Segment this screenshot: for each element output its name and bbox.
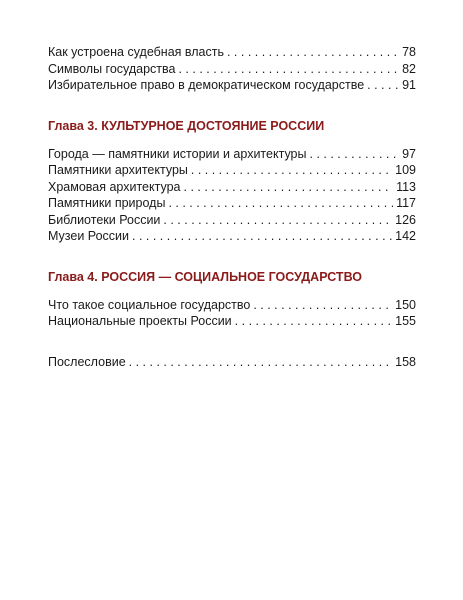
toc-leader-dots (235, 313, 392, 330)
toc-entry-title: Национальные проекты России (48, 314, 232, 328)
toc-entry[interactable] (48, 195, 416, 212)
toc-entry[interactable] (48, 77, 416, 94)
toc-entry[interactable] (48, 297, 416, 314)
toc-entry-title: Храмовая архитектура (48, 179, 181, 194)
toc-leader-dots (168, 195, 393, 212)
toc-entry-page: 126 (395, 212, 416, 227)
toc-entry[interactable] (48, 162, 416, 179)
toc-leader-dots (184, 179, 394, 196)
toc-leader-dots (253, 297, 392, 314)
toc-entry-title: Символы государства (48, 61, 176, 76)
toc-entry[interactable] (48, 44, 416, 61)
chapter-3-heading: Глава 3. КУЛЬТУРНОЕ ДОСТОЯНИЕ РОССИИ (48, 118, 325, 133)
toc-entry-page: 97 (402, 146, 416, 161)
toc-entry[interactable] (48, 228, 416, 245)
toc-leader-dots (178, 61, 399, 78)
toc-entry[interactable] (48, 212, 416, 229)
toc-entry-title: Как устроена судебная власть (48, 45, 224, 59)
toc-entry[interactable] (48, 179, 416, 196)
toc-entry-page: 91 (402, 78, 416, 92)
toc-entry-title: Музеи России (48, 229, 130, 243)
toc-entry-title: Памятники природы (48, 196, 166, 210)
toc-entry-title: Памятники архитектуры (48, 163, 188, 177)
toc-entry-page: 142 (395, 229, 416, 243)
toc-entry-page: 113 (396, 179, 416, 194)
toc-section-chapter-4 (48, 297, 416, 330)
toc-section-top (48, 44, 416, 94)
toc-entry-page: 117 (396, 196, 416, 210)
toc-entry[interactable] (48, 146, 416, 163)
toc-leader-dots (163, 212, 392, 229)
toc-entry-title: Города — памятники истории и архитектуры (48, 146, 307, 161)
toc-leader-dots (367, 77, 399, 94)
toc-entry-title: Послесловие (48, 354, 126, 369)
toc-entry-page: 150 (395, 297, 416, 312)
toc-section-afterword (48, 354, 416, 371)
toc-leader-dots (191, 162, 392, 179)
toc-entry-page: 158 (395, 354, 416, 369)
toc-entry[interactable] (48, 313, 416, 330)
toc-leader-dots (132, 228, 392, 245)
toc-section-chapter-3 (48, 146, 416, 245)
toc-entry-title: Избирательное право в демократическом государстве (48, 78, 365, 92)
toc-leader-dots (227, 44, 399, 61)
toc-entry-page: 155 (395, 314, 416, 328)
toc-entry-page: 78 (402, 45, 416, 59)
toc-leader-dots (310, 146, 400, 163)
toc-entry-title: Что такое социальное государство (48, 297, 251, 312)
toc-entry-title: Библиотеки России (48, 212, 161, 227)
toc-leader-dots (129, 354, 392, 371)
toc-entry-page: 82 (402, 61, 416, 76)
table-of-contents (48, 44, 416, 370)
toc-entry-afterword[interactable] (48, 354, 416, 371)
chapter-4-heading: Глава 4. РОССИЯ — СОЦИАЛЬНОЕ ГОСУДАРСТВО (48, 269, 363, 284)
toc-entry-page: 109 (395, 163, 416, 177)
toc-entry[interactable] (48, 61, 416, 78)
